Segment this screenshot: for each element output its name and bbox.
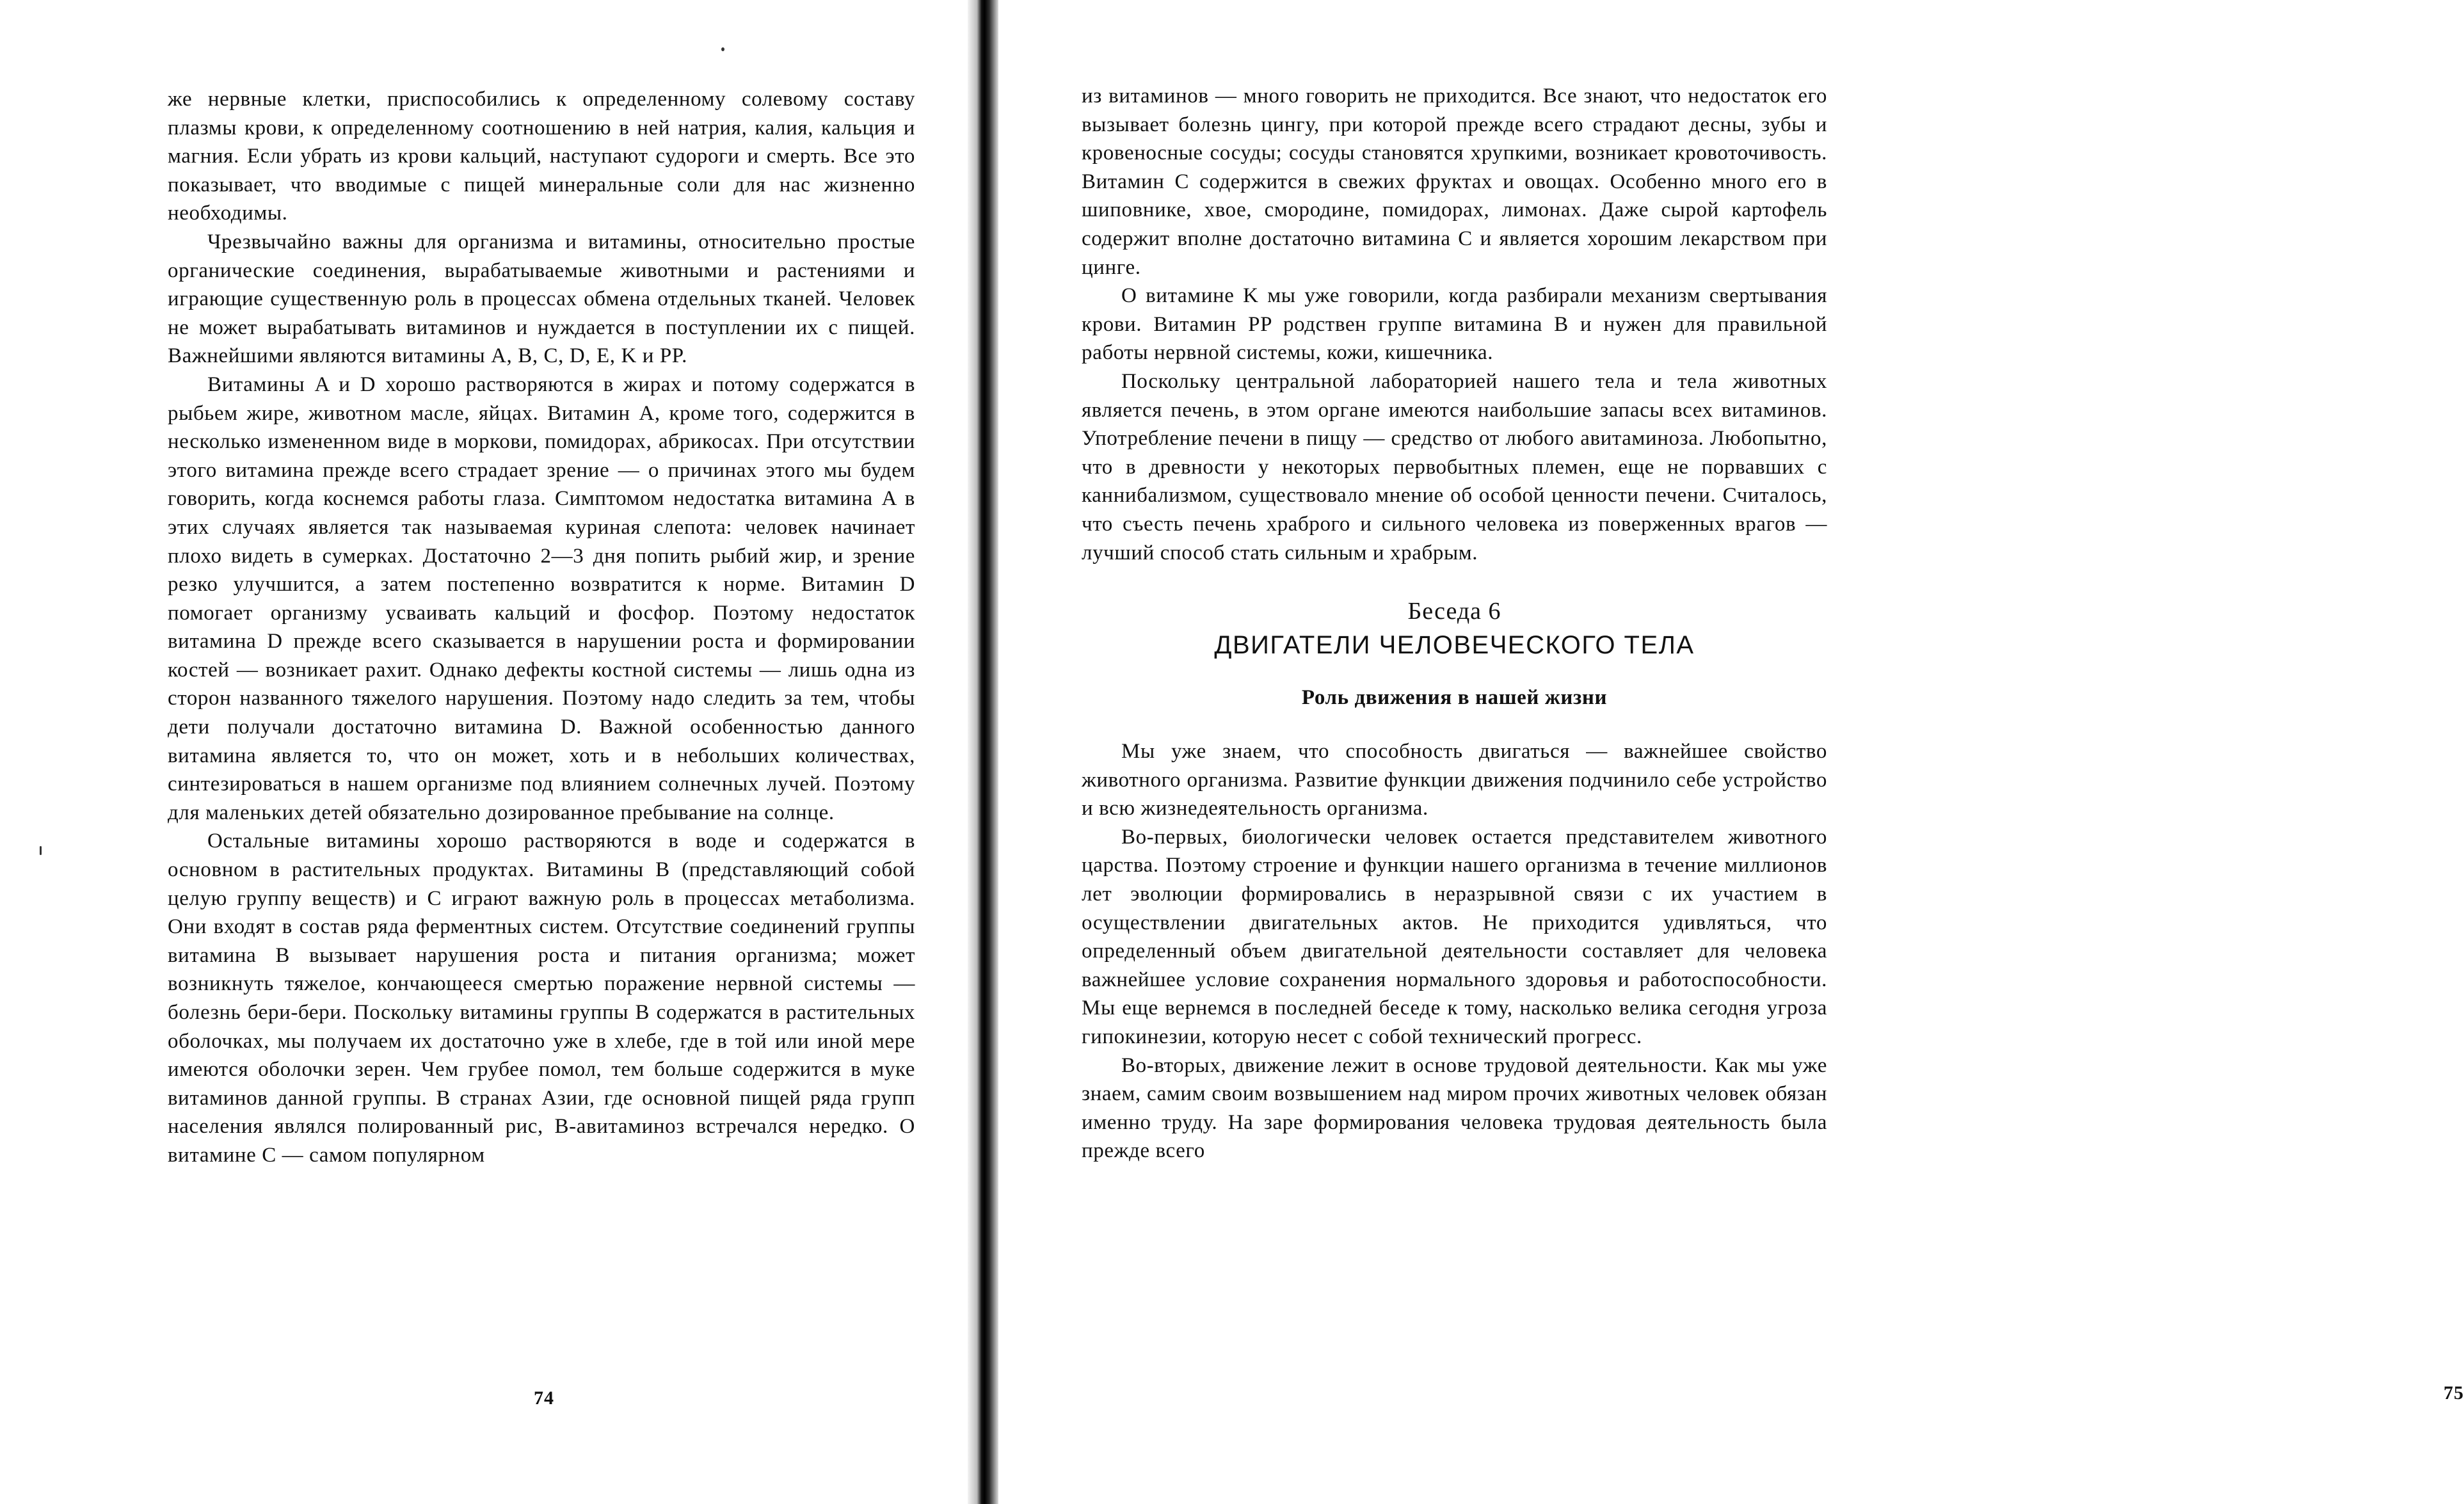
left-page	[0, 0, 968, 1504]
page-number: 75	[2444, 1382, 2464, 1404]
paragraph: Во-первых, биологически человек остается представителем животного царства. Поэтому строение и функции нашего организма в течение миллионов лет эволюции формировались в неразрывной связи с их участием в осуществлении двигательных актов. Не приходится удивляться, что определенный объем двигательной деятельности составляет для человека важнейшее условие сохранения нормального здоровья и работоспособности. Мы еще вернемся в последней беседе к тому, насколько велика сегодня угроза гипокинезии, которую несет с собой технический прогресс.	[1082, 825, 1827, 1049]
binding-gutter	[968, 0, 998, 1504]
paragraph: Поскольку центральной лабораторией нашего тела и тела животных является печень, в этом органе имеются наибольшие запасы всех витаминов. Употребление печени в пищу — средство от любого авитаминоза. Любопытно, что в древности у некоторых первобытных племен, еще не порвавших с каннибализмом, существовало мнение об особой ценности печени. Считалось, что съесть печень храброго и сильного человека из поверженных врагов — лучший способ стать сильным и храбрым.	[1082, 369, 1827, 564]
right-page-text	[1082, 82, 1827, 1165]
scan-speck	[40, 846, 42, 855]
paragraph: же нервные клетки, приспособились к определенному солевому составу плазмы крови, к определенному соотношению в ней натрия, калия, кальция и магния. Если убрать из крови кальций, наступают судороги и смерть. Все это показывает, что вводимые с пищей минеральные соли для нас жизненно необходимы.	[168, 88, 915, 225]
paragraph: Витамины A и D хорошо растворяются в жирах и потому содержатся в рыбьем жире, животном масле, яйцах. Витамин A, кроме того, содержится в несколько измененном виде в моркови, помидорах, абрикосах. При отсутствии этого витамина прежде всего страдает зрение — о причинах этого мы будем говорить, когда коснемся работы глаза. Симптомом недостатка витамина A в этих случаях является так называемая куриная слепота: человек начинает плохо видеть в сумерках. Достаточно 2—3 дня попить рыбий жир, и зрение резко улучшится, а затем постепенно возвратится к норме. Витамин D помогает организму усваивать кальций и фосфор. Поэтому недостаток витамина D прежде всего сказывается в нарушении роста и формировании костей — возникает рахит. Однако дефекты костной системы — лишь одна из сторон названного тяжелого нарушения. Поэтому надо следить за тем, чтобы дети получали достаточно витамина D. Важной особенностью данного витамина является то, что он может, хоть и в небольших количествах, синтезироваться в нашем организме под влиянием солнечных лучей. Поэтому для маленьких детей обязательно дозированное пребывание на солнце.	[168, 372, 915, 824]
chapter-title: ДВИГАТЕЛИ ЧЕЛОВЕЧЕСКОГО ТЕЛА	[1214, 631, 1695, 660]
paragraph: Остальные витамины хорошо растворяются в воде и содержатся в основном в растительных продуктах. Витамины B (представляющий собой целую группу веществ) и C играют важную роль в процессах метаболизма. Они входят в состав ряда ферментных систем. Отсутствие соединений группы витамина B вызывает нарушения роста и питания организма; может возникнуть тяжелое, кончающееся смертью поражение нервной системы — болезнь бери-бери. Поскольку витамины группы B содержатся в растительных оболочках, мы получаем их достаточно уже в хлебе, где в той или иной мере имеются оболочки зерен. Чем грубее помол, тем больше содержится в муке витаминов данной группы. В странах Азии, где основной пищей ряда групп населения являлся полированный рис, B-авитаминоз встречался нередко. О витамине C — самом популярном	[168, 829, 915, 1167]
paragraph: Мы уже знаем, что способность двигаться — важнейшее свойство животного организма. Развитие функции движения подчинило себе устройство и всю жизнедеятельность организма.	[1082, 740, 1827, 820]
paragraph: Во-вторых, движение лежит в основе трудовой деятельности. Как мы уже знаем, самим своим возвышением над миром прочих животных человек обязан именно труду. На заре формирования человека трудовая деятельность была прежде всего	[1082, 1053, 1827, 1163]
left-page-text	[168, 85, 915, 1170]
paragraph: из витаминов — много говорить не приходится. Все знают, что недостаток его вызывает болезнь цингу, при которой прежде всего страдают десны, зубы и кровеносные сосуды; сосуды становятся хрупкими, возникает кровоточивость. Витамин C содержится в свежих фруктах и овощах. Особенно много его в шиповнике, хвое, смородине, помидорах, лимонах. Даже сырой картофель содержит вполне достаточно витамина C и является хорошим лекарством при цинге.	[1082, 84, 1827, 279]
page-number: 74	[534, 1388, 554, 1409]
paragraph: О витамине K мы уже говорили, когда разбирали механизм свертывания крови. Витамин PP родствен группе витамина B и нужен для правильной работы нервной системы, кожи, кишечника.	[1082, 284, 1827, 365]
section-title: Роль движения в нашей жизни	[1301, 686, 1608, 710]
paragraph: Чрезвычайно важны для организма и витамины, относительно простые органические соединения, вырабатываемые животными и растениями и играющие существенную роль в процессах обмена отдельных тканей. Человек не может вырабатывать витаминов и нуждается в поступлении их с пищей. Важнейшими являются витамины A, B, C, D, E, K и PP.	[168, 230, 915, 368]
scan-speck	[721, 47, 724, 51]
chapter-heading	[1082, 595, 1827, 663]
right-page	[998, 0, 2464, 1504]
chapter-number: Беседа 6	[1407, 598, 1501, 625]
